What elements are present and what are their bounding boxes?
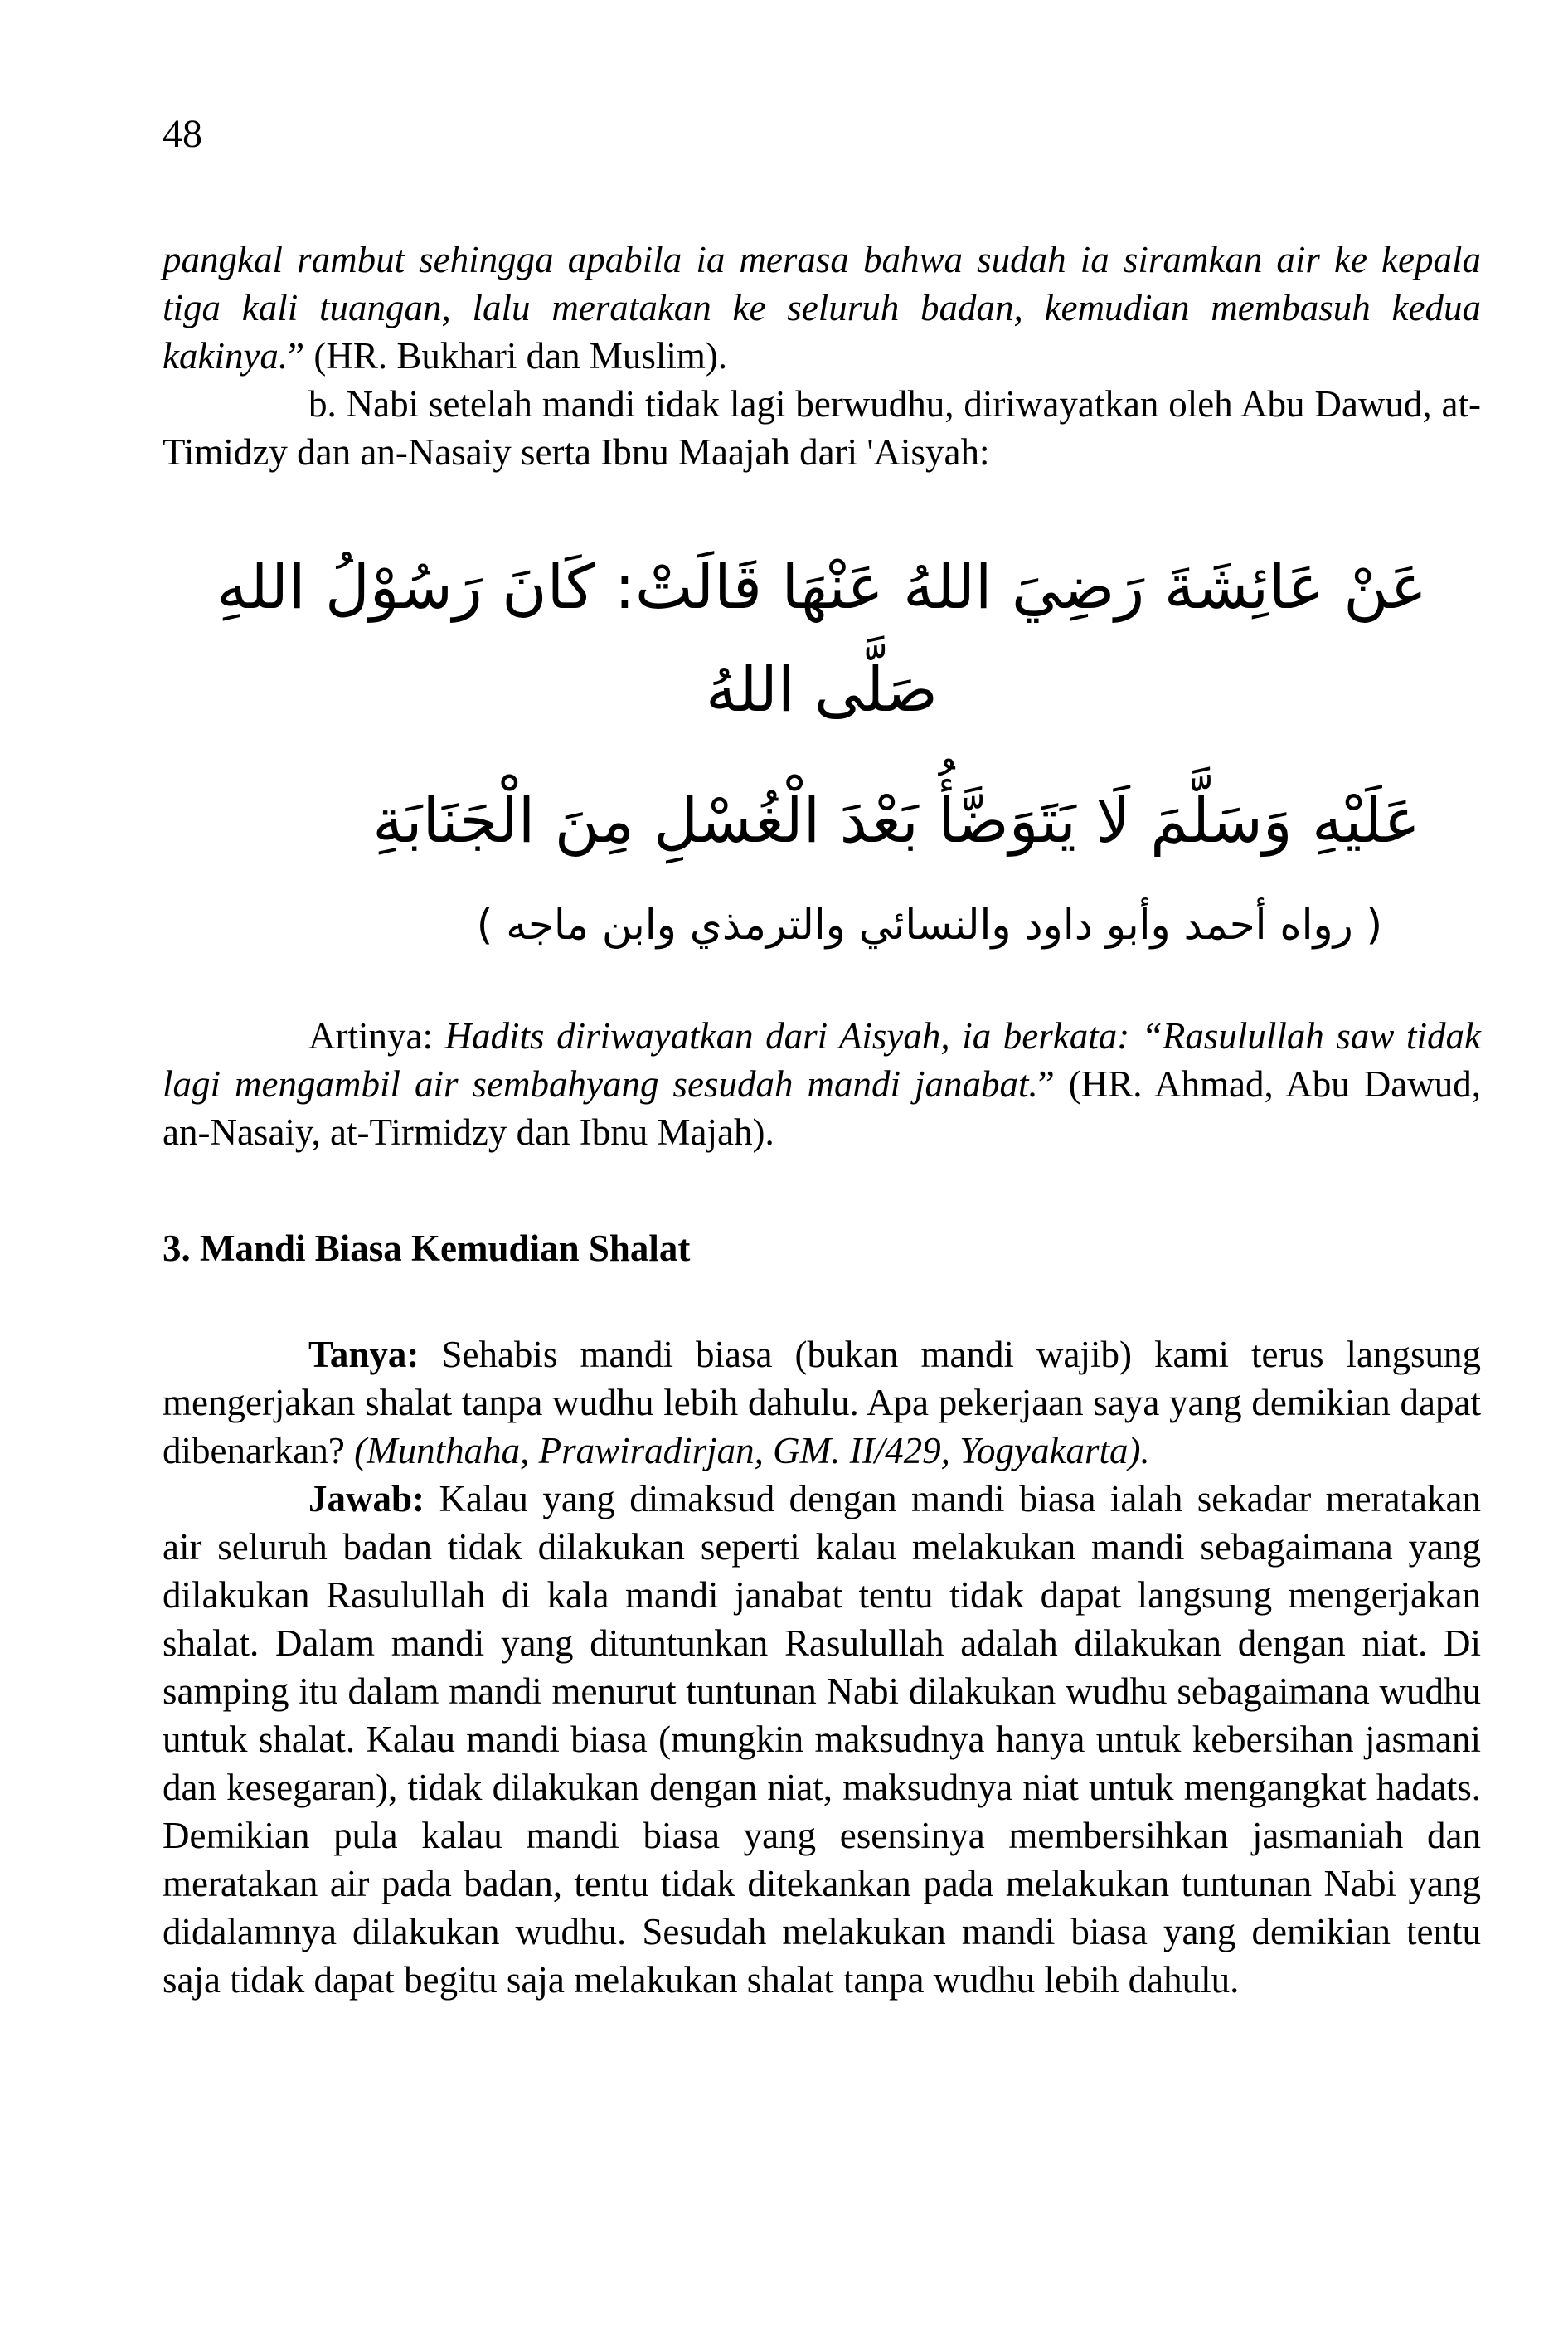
artinya-label: Artinya: (308, 1015, 445, 1057)
point-b-paragraph: b. Nabi setelah mandi tidak lagi berwudhu, diriwayatkan oleh Abu Dawud, at-Timidzy dan an-Nasaiy serta Ibnu Maajah dari 'Aisyah: (163, 383, 1481, 473)
jawab-text: Kalau yang dimaksud dengan mandi biasa ialah sekadar meratakan air seluruh badan tidak dilakukan seperti kalau melakukan mandi sebagaimana yang dilakukan Rasulullah di kala mandi janabat tentu tidak dapat langsung mengerjakan shalat. Dalam mandi yang dituntunkan Rasulullah adalah dilakukan dengan niat. Di samping itu dalam mandi menurut tuntunan Nabi dilakukan wudhu sebagaimana wudhu untuk shalat. Kalau mandi biasa (mungkin maksudnya hanya untuk kebersihan jasmani dan kesegaran), tidak dilakukan dengan niat, maksudnya niat untuk mengangkat hadats. Demikian pula kalau mandi biasa yang esensinya membersihkan jasmaniah dan meratakan air pada badan, tentu tidak ditekankan pada melakukan tuntunan Nabi yang didalamnya dilakukan wudhu. Sesudah melakukan mandi biasa yang demikian tentu saja tidak dapat begitu saja melakukan shalat tanpa wudhu lebih dahulu. (163, 1478, 1481, 2001)
artinya-paragraph (163, 1012, 1481, 1156)
arabic-narrators: ( رواه أحمد وأبو داود والنسائي والترمذي وابن ماجه ) (476, 901, 1383, 949)
artinya-source: ” (HR. Ahmad, Abu Dawud, an-Nasaiy, at-Tirmidzy dan Ibnu Majah). (163, 1063, 1481, 1153)
arabic-hadith-line-2: عَلَيْهِ وَسَلَّمَ لَا يَتَوَضَّأُ بَعْدَ الْغُسْلِ مِنَ الْجَنَابَةِ (372, 785, 1420, 857)
tanya-text: Sehabis mandi biasa (bukan mandi wajib) kami terus langsung mengerjakan shalat tanpa wudhu lebih dahulu. Apa pekerjaan saya yang demikian dapat dibenarkan? (163, 1334, 1481, 1471)
arabic-hadith-line-1: عَنْ عَائِشَةَ رَضِيَ اللهُ عَنْهَا قَالَتْ: كَانَ رَسُوْلُ اللهِ صَلَّى اللهُ (216, 552, 1427, 726)
intro-paragraph (163, 236, 1481, 380)
section-heading: 3. Mandi Biasa Kemudian Shalat (163, 1228, 691, 1269)
jawab-label: Jawab: (308, 1478, 425, 1519)
intro-quote: pangkal rambut sehingga apabila ia merasa bahwa sudah ia siramkan air ke kepala tiga kali tuangan, lalu meratakan ke seluruh badan, kemudian membasuh kedua kakinya. (163, 239, 1481, 377)
page-content (163, 236, 1481, 2004)
tanya-label: Tanya: (308, 1334, 420, 1375)
tanya-source: (Munthaha, Prawiradirjan, GM. II/429, Yogyakarta). (354, 1430, 1150, 1471)
artinya-quote: Hadits diriwayatkan dari Aisyah, ia berkata: “Rasulullah saw tidak lagi mengambil air sembahyang sesudah mandi janabat. (163, 1015, 1481, 1105)
jawab-paragraph (163, 1475, 1481, 2004)
intro-source: ” (HR. Bukhari dan Muslim). (288, 335, 728, 377)
tanya-paragraph (163, 1330, 1481, 1475)
page-number: 48 (163, 112, 202, 156)
